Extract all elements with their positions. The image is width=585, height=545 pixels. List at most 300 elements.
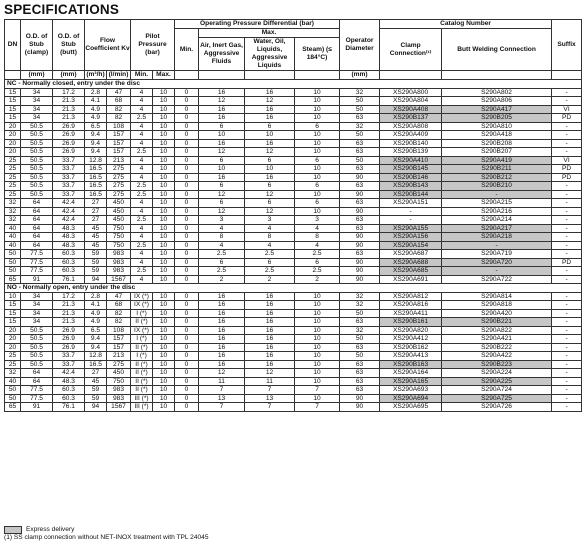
table-cell: - xyxy=(442,190,552,199)
table-row xyxy=(5,309,582,318)
table-cell: 26.9 xyxy=(53,122,85,131)
table-cell: 26.9 xyxy=(53,139,85,148)
table-cell: 2.5 xyxy=(131,190,153,199)
table-cell: 33.7 xyxy=(53,352,85,361)
table-cell: 91 xyxy=(21,403,53,412)
table-cell: 42.4 xyxy=(53,199,85,208)
table-cell: 2.5 xyxy=(131,216,153,225)
table-cell: 10 xyxy=(153,241,175,250)
table-cell: - xyxy=(380,207,442,216)
table-cell: 82 xyxy=(107,309,131,318)
header-flow-coefficient: Flow Coefficient Kv xyxy=(85,20,131,71)
table-cell: 50.5 xyxy=(21,156,53,165)
table-cell: 10 xyxy=(295,190,340,199)
table-cell: 77.5 xyxy=(21,386,53,395)
table-cell: 8 xyxy=(245,233,295,242)
table-cell: II (*) xyxy=(131,377,153,386)
table-cell: S290A822 xyxy=(442,326,552,335)
unit-mm: (mm) xyxy=(340,71,380,80)
table-cell: I (*) xyxy=(131,309,153,318)
table-cell: 64 xyxy=(21,216,53,225)
table-row xyxy=(5,139,582,148)
table-cell: XS290A409 xyxy=(380,131,442,140)
table-row xyxy=(5,352,582,361)
table-cell: - xyxy=(552,199,582,208)
header-operating-pressure: Operating Pressure Differential (bar) xyxy=(175,20,340,29)
table-cell: 90 xyxy=(340,267,380,276)
table-cell: S290A720 xyxy=(442,258,552,267)
table-cell: 90 xyxy=(340,275,380,284)
table-cell: - xyxy=(552,122,582,131)
table-cell: - xyxy=(552,301,582,310)
table-cell: - xyxy=(552,207,582,216)
table-cell: 20 xyxy=(5,131,21,140)
table-cell: - xyxy=(552,88,582,97)
table-cell: 0 xyxy=(175,403,199,412)
table-cell: 9.4 xyxy=(85,139,107,148)
table-cell: 0 xyxy=(175,114,199,123)
table-row xyxy=(5,156,582,165)
table-cell: 15 xyxy=(5,309,21,318)
table-cell: 10 xyxy=(153,369,175,378)
table-cell: 2.5 xyxy=(131,148,153,157)
table-cell: 50.5 xyxy=(21,360,53,369)
table-cell: 0 xyxy=(175,190,199,199)
table-cell: S290A224 xyxy=(442,369,552,378)
table-cell: 32 xyxy=(5,207,21,216)
table-cell: S290A719 xyxy=(442,250,552,259)
header-operator-diameter: Operator Diameter xyxy=(340,20,380,71)
table-cell: 82 xyxy=(107,318,131,327)
table-cell: XS290A156 xyxy=(380,233,442,242)
units-row xyxy=(5,71,582,80)
table-cell: 63 xyxy=(340,148,380,157)
table-cell: 32 xyxy=(340,292,380,301)
unit-mm: (mm) xyxy=(53,71,85,80)
table-cell: 157 xyxy=(107,131,131,140)
table-cell: 10 xyxy=(153,394,175,403)
table-cell: 10 xyxy=(295,343,340,352)
table-cell: 10 xyxy=(153,148,175,157)
table-cell: S290A814 xyxy=(442,292,552,301)
table-cell: XS290A408 xyxy=(380,105,442,114)
table-cell: 12 xyxy=(199,207,245,216)
table-cell: 50 xyxy=(5,394,21,403)
table-header xyxy=(5,20,582,80)
table-cell: 15 xyxy=(5,318,21,327)
table-cell: - xyxy=(552,335,582,344)
header-clamp-connection: Clamp Connection⁽¹⁾ xyxy=(380,29,442,71)
table-cell: S290A421 xyxy=(442,335,552,344)
table-cell: 33.7 xyxy=(53,182,85,191)
table-cell: 77.5 xyxy=(21,258,53,267)
table-cell: 10 xyxy=(245,165,295,174)
table-cell: 50 xyxy=(5,386,21,395)
table-cell: 11 xyxy=(245,377,295,386)
table-cell: 25 xyxy=(5,156,21,165)
table-row xyxy=(5,131,582,140)
table-cell: 983 xyxy=(107,258,131,267)
table-cell: 10 xyxy=(245,131,295,140)
table-cell: 0 xyxy=(175,326,199,335)
table-cell: 50 xyxy=(340,352,380,361)
table-cell: XS290A413 xyxy=(380,352,442,361)
table-cell: 6 xyxy=(295,122,340,131)
table-cell: XS290B139 xyxy=(380,148,442,157)
table-cell: 16 xyxy=(199,335,245,344)
table-cell: 63 xyxy=(340,114,380,123)
table-cell: 16 xyxy=(199,105,245,114)
table-cell: XS290B144 xyxy=(380,190,442,199)
table-cell: 2 xyxy=(295,275,340,284)
table-cell: 10 xyxy=(295,352,340,361)
table-cell: 983 xyxy=(107,267,131,276)
table-cell: 10 xyxy=(153,156,175,165)
table-cell: 12 xyxy=(245,369,295,378)
table-cell: 4 xyxy=(131,207,153,216)
table-cell: 10 xyxy=(295,377,340,386)
table-cell: 6 xyxy=(295,182,340,191)
table-cell: 26.9 xyxy=(53,343,85,352)
table-cell: 6 xyxy=(199,182,245,191)
table-cell: III (*) xyxy=(131,394,153,403)
table-cell: 77.5 xyxy=(21,394,53,403)
table-cell: XS290B163 xyxy=(380,360,442,369)
table-cell: 50.5 xyxy=(21,173,53,182)
table-cell: XS290A685 xyxy=(380,267,442,276)
table-cell: 16.5 xyxy=(85,360,107,369)
table-cell: 4 xyxy=(295,224,340,233)
table-cell: XS290A155 xyxy=(380,224,442,233)
table-cell: 4 xyxy=(131,258,153,267)
table-cell: 6 xyxy=(199,258,245,267)
header-min: Min. xyxy=(175,29,199,71)
table-cell: 450 xyxy=(107,369,131,378)
table-cell: 3 xyxy=(245,216,295,225)
table-cell: 0 xyxy=(175,199,199,208)
table-cell: 10 xyxy=(295,139,340,148)
table-cell: 16 xyxy=(199,360,245,369)
table-cell: 10 xyxy=(153,114,175,123)
table-cell: 0 xyxy=(175,377,199,386)
table-cell: 20 xyxy=(5,148,21,157)
table-cell: 10 xyxy=(295,105,340,114)
table-cell: 12 xyxy=(245,207,295,216)
table-cell: 16.5 xyxy=(85,173,107,182)
table-cell: 34 xyxy=(21,318,53,327)
table-cell: 40 xyxy=(5,233,21,242)
header-suffix: Suffix xyxy=(552,20,582,71)
unit-min: Min. xyxy=(131,71,153,80)
table-cell: 10 xyxy=(153,216,175,225)
table-cell: 42.4 xyxy=(53,207,85,216)
table-cell: 10 xyxy=(295,131,340,140)
table-cell: 64 xyxy=(21,207,53,216)
table-cell: 42.4 xyxy=(53,369,85,378)
table-cell: 2.5 xyxy=(245,250,295,259)
table-cell: 20 xyxy=(5,326,21,335)
table-cell: 16 xyxy=(199,173,245,182)
table-cell: S290B210 xyxy=(442,182,552,191)
table-cell: 21.3 xyxy=(53,97,85,106)
table-cell: 50 xyxy=(5,250,21,259)
table-cell: XS290A410 xyxy=(380,156,442,165)
table-cell: 7 xyxy=(295,403,340,412)
header-steam: Steam) (≤ 184°C) xyxy=(295,38,340,71)
table-cell: 0 xyxy=(175,156,199,165)
header-pilot-pressure: Pilot Pressure (bar) xyxy=(131,20,175,71)
table-cell: S290A417 xyxy=(442,105,552,114)
table-cell: 60.3 xyxy=(53,258,85,267)
table-cell: 63 xyxy=(340,386,380,395)
table-cell: 4 xyxy=(131,105,153,114)
table-cell: 48.3 xyxy=(53,241,85,250)
table-cell: 10 xyxy=(153,318,175,327)
table-cell: S290A810 xyxy=(442,122,552,131)
table-cell: 16 xyxy=(245,309,295,318)
table-cell: 4 xyxy=(245,224,295,233)
table-cell: 90 xyxy=(340,233,380,242)
table-cell: 0 xyxy=(175,105,199,114)
table-cell: 157 xyxy=(107,139,131,148)
table-cell: S290A217 xyxy=(442,224,552,233)
table-cell: 10 xyxy=(153,199,175,208)
table-cell: S290A818 xyxy=(442,301,552,310)
table-row xyxy=(5,403,582,412)
table-cell: 0 xyxy=(175,139,199,148)
table-cell: I (*) xyxy=(131,352,153,361)
table-cell: 17.2 xyxy=(53,88,85,97)
table-cell: - xyxy=(552,377,582,386)
table-cell: 64 xyxy=(21,199,53,208)
table-cell: 33.7 xyxy=(53,173,85,182)
header-catalog-number: Catalog Number xyxy=(380,20,552,29)
table-cell: 10 xyxy=(153,309,175,318)
table-cell: 10 xyxy=(153,360,175,369)
table-cell: S290B207 xyxy=(442,148,552,157)
table-cell: 50.5 xyxy=(21,182,53,191)
table-cell: 10 xyxy=(153,190,175,199)
table-cell: XS290A691 xyxy=(380,275,442,284)
table-cell: 4 xyxy=(295,241,340,250)
table-row xyxy=(5,207,582,216)
table-cell: 47 xyxy=(107,292,131,301)
table-cell: 275 xyxy=(107,165,131,174)
table-cell: 12 xyxy=(245,148,295,157)
table-cell: 2.5 xyxy=(199,250,245,259)
table-row xyxy=(5,275,582,284)
table-cell: 21.3 xyxy=(53,309,85,318)
table-cell: 10 xyxy=(153,258,175,267)
table-cell: 16 xyxy=(245,343,295,352)
table-cell: 40 xyxy=(5,241,21,250)
table-cell: 20 xyxy=(5,139,21,148)
table-cell: 63 xyxy=(340,318,380,327)
table-cell: 9.4 xyxy=(85,131,107,140)
table-cell: 27 xyxy=(85,369,107,378)
table-cell: 157 xyxy=(107,148,131,157)
table-cell: 34 xyxy=(21,309,53,318)
table-cell: 4.1 xyxy=(85,97,107,106)
table-cell: 27 xyxy=(85,199,107,208)
table-cell: 63 xyxy=(340,250,380,259)
table-cell: 750 xyxy=(107,233,131,242)
table-cell: 59 xyxy=(85,258,107,267)
table-cell: 12 xyxy=(245,190,295,199)
table-cell: - xyxy=(380,216,442,225)
table-cell: 25 xyxy=(5,182,21,191)
table-cell: 16 xyxy=(199,292,245,301)
table-cell: 27 xyxy=(85,216,107,225)
table-row xyxy=(5,122,582,131)
table-cell: 8 xyxy=(199,233,245,242)
table-cell: S290B212 xyxy=(442,173,552,182)
table-cell: 33.7 xyxy=(53,190,85,199)
table-cell: 91 xyxy=(21,275,53,284)
table-cell: 6 xyxy=(245,182,295,191)
table-cell: 90 xyxy=(340,258,380,267)
table-cell: 60.3 xyxy=(53,394,85,403)
table-cell: 21.3 xyxy=(53,318,85,327)
table-cell: II (*) xyxy=(131,360,153,369)
table-cell: - xyxy=(552,275,582,284)
table-cell: 0 xyxy=(175,216,199,225)
table-cell: 77.5 xyxy=(21,267,53,276)
table-cell: 2.5 xyxy=(295,267,340,276)
table-cell: 4 xyxy=(131,122,153,131)
table-cell: - xyxy=(552,309,582,318)
table-cell: 45 xyxy=(85,377,107,386)
table-cell: 10 xyxy=(295,318,340,327)
table-cell: 0 xyxy=(175,250,199,259)
table-cell: 0 xyxy=(175,182,199,191)
table-cell: XS290A151 xyxy=(380,199,442,208)
table-cell: 12.8 xyxy=(85,156,107,165)
table-cell: 21.3 xyxy=(53,105,85,114)
table-row xyxy=(5,318,582,327)
table-cell: 10 xyxy=(153,131,175,140)
unit-m3h: (m³/h) xyxy=(86,71,105,78)
table-cell: - xyxy=(552,352,582,361)
table-cell: 0 xyxy=(175,148,199,157)
table-cell: 16 xyxy=(245,318,295,327)
table-cell: 10 xyxy=(153,88,175,97)
table-cell: 2.5 xyxy=(131,267,153,276)
table-cell: 59 xyxy=(85,267,107,276)
table-row xyxy=(5,105,582,114)
table-row xyxy=(5,377,582,386)
table-cell: 12 xyxy=(245,97,295,106)
table-cell: 4.9 xyxy=(85,318,107,327)
table-cell: 450 xyxy=(107,199,131,208)
table-cell: - xyxy=(552,182,582,191)
table-cell: XS290A165 xyxy=(380,377,442,386)
table-cell: S290B221 xyxy=(442,318,552,327)
table-cell: 16 xyxy=(245,360,295,369)
table-cell: 10 xyxy=(153,165,175,174)
table-cell: 10 xyxy=(199,165,245,174)
table-cell: 32 xyxy=(5,216,21,225)
table-cell: 45 xyxy=(85,233,107,242)
table-row xyxy=(5,97,582,106)
table-cell: 20 xyxy=(5,343,21,352)
table-cell: 40 xyxy=(5,377,21,386)
section-header-row xyxy=(5,284,582,293)
table-cell: S290A419 xyxy=(442,156,552,165)
table-cell: 16 xyxy=(199,326,245,335)
table-cell: 10 xyxy=(153,105,175,114)
express-label: Express delivery xyxy=(26,526,75,533)
table-row xyxy=(5,182,582,191)
table-cell: 16 xyxy=(199,139,245,148)
table-cell: 94 xyxy=(85,275,107,284)
header-od-clamp: O.D. of Stub (clamp) xyxy=(21,20,53,71)
table-cell: 0 xyxy=(175,165,199,174)
table-cell: S290A214 xyxy=(442,216,552,225)
table-cell: 32 xyxy=(340,122,380,131)
table-cell: 750 xyxy=(107,224,131,233)
table-cell: 16 xyxy=(245,292,295,301)
table-cell: PD xyxy=(552,258,582,267)
table-cell: 1567 xyxy=(107,403,131,412)
table-cell: 2.5 xyxy=(199,267,245,276)
table-cell: 12 xyxy=(199,369,245,378)
table-cell: S290A724 xyxy=(442,386,552,395)
table-cell: 108 xyxy=(107,326,131,335)
table-cell: IX (*) xyxy=(131,326,153,335)
table-cell: 3 xyxy=(295,216,340,225)
table-cell: 16 xyxy=(199,343,245,352)
table-cell: 64 xyxy=(21,233,53,242)
table-cell: 15 xyxy=(5,114,21,123)
table-cell: 50.5 xyxy=(21,343,53,352)
table-cell: 6.5 xyxy=(85,326,107,335)
table-cell: 68 xyxy=(107,97,131,106)
table-cell: 4 xyxy=(131,173,153,182)
table-cell: 25 xyxy=(5,360,21,369)
table-cell: 10 xyxy=(295,309,340,318)
table-cell: 16 xyxy=(199,309,245,318)
table-cell: 4 xyxy=(131,199,153,208)
table-cell: 0 xyxy=(175,131,199,140)
header-water: Water, Oil, Liquids, Aggressive Liquids xyxy=(245,38,295,71)
table-cell: XS290B162 xyxy=(380,343,442,352)
table-cell: 20 xyxy=(5,122,21,131)
table-cell: 0 xyxy=(175,241,199,250)
table-cell: 13 xyxy=(199,394,245,403)
table-row xyxy=(5,335,582,344)
table-cell: 50 xyxy=(340,105,380,114)
table-cell: 983 xyxy=(107,386,131,395)
table-cell: 16 xyxy=(245,301,295,310)
table-cell: - xyxy=(552,97,582,106)
table-cell: 0 xyxy=(175,343,199,352)
table-row xyxy=(5,165,582,174)
table-cell: 63 xyxy=(340,224,380,233)
table-cell: 15 xyxy=(5,97,21,106)
table-cell: 10 xyxy=(295,369,340,378)
table-cell: 10 xyxy=(5,292,21,301)
table-cell: 16.5 xyxy=(85,165,107,174)
table-cell: - xyxy=(552,403,582,412)
table-cell: 16 xyxy=(245,139,295,148)
table-cell: 0 xyxy=(175,318,199,327)
table-cell: 50 xyxy=(340,309,380,318)
table-cell: 63 xyxy=(340,216,380,225)
section-label: NO - Normally open, entry under the disc xyxy=(5,284,582,293)
table-row xyxy=(5,241,582,250)
table-cell: 0 xyxy=(175,386,199,395)
